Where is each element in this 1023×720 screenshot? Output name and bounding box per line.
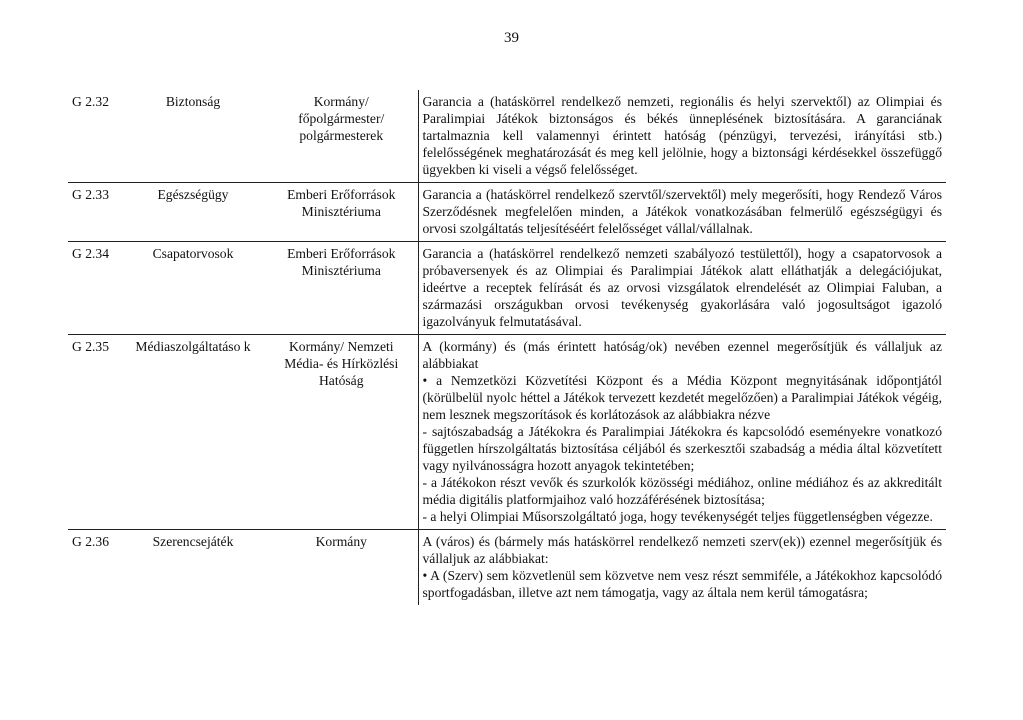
- paragraph: Garancia a (hatáskörrel rendelkező nemzeti szabályozó testülettől), hogy a csapatorvosok a próbaversenyek és az Olimpiai és Paralimpiai Játékok alatt elláthatják a delegációjukat, ideértve a receptek felírását és az orvosi vizsgálatok elrendelését az Olimpiai Faluban, a származási országukban orvosi tevékenység gyakorlására való jogosultságot igazoló igazolványuk felmutatásával.: [422, 246, 942, 329]
- row-code: G 2.33: [68, 183, 121, 242]
- row-responsible: Emberi Erőforrások Minisztériuma: [265, 242, 418, 335]
- row-code: G 2.35: [68, 335, 121, 530]
- paragraph: Garancia a (hatáskörrel rendelkező nemzeti, regionális és helyi szervektől) az Olimpiai és Paralimpiai Játékok biztonságos és békés ünneplésének biztosítására. A garanciának tartalmaznia kell valamennyi érintett hatóság (pénzügyi, tervezési, irányítási stb.) felelősségének meghatározását és meg kell jelölnie, hogy a biztonsági kérdésekkel összefüggő ügyekben ki viseli a végső felelősséget.: [422, 94, 942, 177]
- table-row: [68, 335, 946, 530]
- row-text: [418, 183, 946, 242]
- paragraph: A (kormány) és (más érintett hatóság/ok) nevében ezennel megerősítjük és vállaljuk az alábbiakat: [422, 339, 942, 371]
- dash-paragraph: - a Játékokon részt vevők és szurkolók közösségi médiához, online médiához és az akkreditált média digitális platformjaihoz való hozzáférésének biztosítása;: [422, 475, 942, 507]
- bullet-paragraph: • A (Szerv) sem közvetlenül sem közvetve nem vesz részt semmiféle, a Játékokhoz kapcsolódó sportfogadásban, illetve azt nem támogatja, vagy az általa nem kerül támogatásra;: [422, 568, 942, 600]
- row-topic: Biztonság: [165, 94, 221, 109]
- row-topic: Egészségügy: [121, 183, 265, 242]
- row-topic: Csapatorvosok: [121, 242, 265, 335]
- page-number: 39: [504, 30, 519, 46]
- bullet-paragraph: • a Nemzetközi Közvetítési Központ és a Média Központ megnyitásának időpontjától (körülbelül nyolc héttel a Játékok tervezett kezdetét megelőzően) a Paralimpiai Játékok végéig, nem lesznek megszorítások és korlátozások az alábbiakra nézve: [422, 373, 942, 422]
- row-code: G 2.36: [68, 530, 121, 606]
- row-text: [418, 530, 946, 606]
- row-text: [418, 335, 946, 530]
- paragraph: A (város) és (bármely más hatáskörrel rendelkező nemzeti szerv(ek)) ezennel megerősítjük és vállaljuk az alábbiakat:: [422, 534, 942, 566]
- row-responsible: Emberi Erőforrások Minisztériuma: [265, 183, 418, 242]
- row-text: [418, 90, 946, 183]
- row-code: G 2.32: [72, 94, 110, 109]
- row-topic: Szerencsejáték: [121, 530, 265, 606]
- paragraph: Garancia a (hatáskörrel rendelkező szervtől/szervektől) mely megerősíti, hogy Rendező Város Szerződésnek megfelelően minden, a Játékok vonatkozásában felmerülő egészségügyi és orvosi szolgáltatás teljesítéséért felelősséget vállal/vállalnak.: [422, 187, 942, 236]
- guarantees-table: [68, 90, 946, 605]
- dash-paragraph: - a helyi Olimpiai Műsorszolgáltató joga, hogy tevékenységét teljes függetlenségben végezze.: [422, 509, 933, 524]
- row-responsible: Kormány: [265, 530, 418, 606]
- table-row: [68, 242, 946, 335]
- table-row: [68, 530, 946, 606]
- table-row: [68, 183, 946, 242]
- row-text: [418, 242, 946, 335]
- table-row: [68, 90, 946, 183]
- row-responsible: Kormány/ főpolgármester/ polgármesterek: [265, 90, 418, 183]
- row-code: G 2.34: [68, 242, 121, 335]
- row-responsible: Kormány/ Nemzeti Média- és Hírközlési Hatóság: [265, 335, 418, 530]
- dash-paragraph: - sajtószabadság a Játékokra és Paralimpiai Játékokra és kapcsolódó eseményekre vonatkozó független hírszolgáltatás biztosítása céljából és szerkesztői szabadság a média által közvetített vagy nyilvánosságra hozott anyagok tekintetében;: [422, 424, 942, 473]
- row-topic: Médiaszolgáltatáso k: [121, 335, 265, 530]
